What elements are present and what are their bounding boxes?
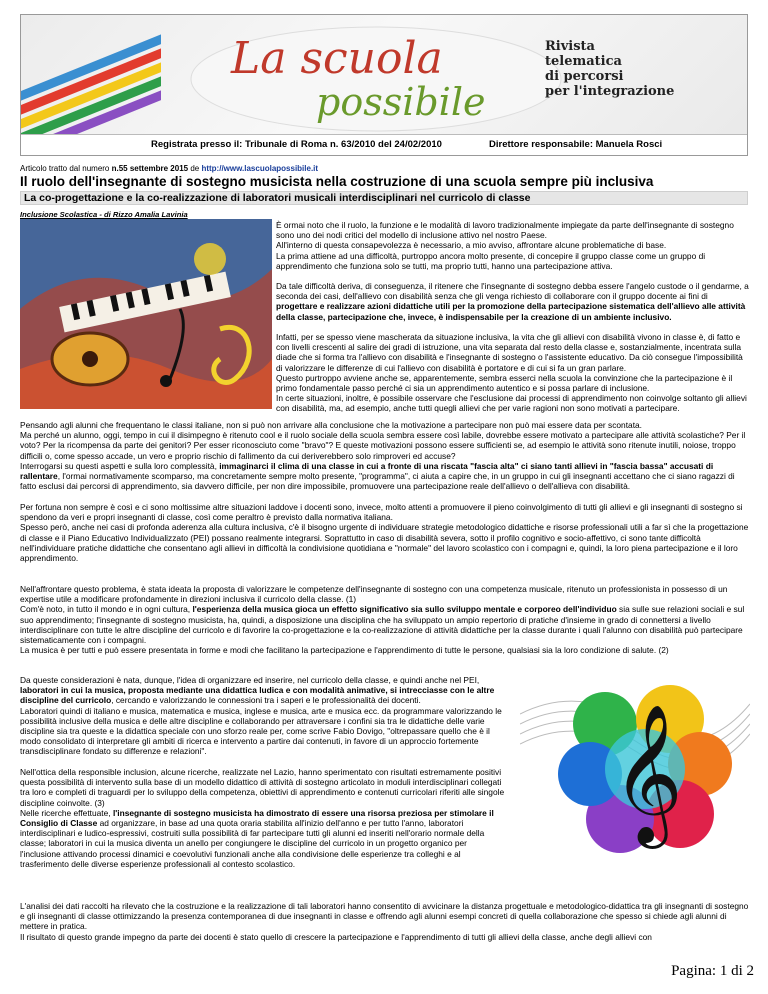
tagline-line: per l'integrazione: [545, 84, 675, 99]
paragraph-1: È ormai noto che il ruolo, la funzione e le modalità di lavoro tradizionalmente impiegate da parte dell'insegnante di sostegno sono uno dei nodi critici del modello di inclusione attivo nel nostro Paese. All'interno di questa consapevolezza è necessario, a mio avviso, affrontare alcune problematiche di base. La prima attiene ad una difficoltà, purtroppo ancora molto presente, di concepire il gruppo classe come un gruppo di apprendimento che funziona solo se tutti, ma proprio tutti, hanno una partecipazione attiva.: [276, 220, 734, 271]
paragraph-4: [20, 420, 750, 491]
issue-number: n.55 settembre 2015: [111, 164, 189, 173]
paragraph-5: Per fortuna non sempre è così e ci sono moltissime altre situazioni laddove i docenti sono, invece, molto attenti a promuovere il pieno coinvolgimento di tutti gli allievi e gli insegnanti di sostegno si spendono da veri e propri insegnanti di classe, così come peraltro è previsto dalla normativa italiana. Spesso però, anche nei casi di profonda aderenza alla cultura inclusiva, c'è il bisogno urgente di individuare strategie metodologico didattiche e risorse professionali utili a far sì che la progettazione di classe e il Piano Educativo Individualizzato (PEI) possano realmente integrarsi. Soprattutto in caso di disabilità severa, sotto il profilo cognitivo e socio-affettivo, ci sono tante difficoltà nell'individuare pratiche didattiche che consentano agli allievi in difficoltà la condivisione quotidiana e "normale" del lavoro scolastico con i compagni e, quindi, la loro piena partecipazione e il loro apprendimento.: [20, 502, 749, 564]
paragraph-8-bold: l'insegnante di sostegno musicista ha dimostrato di essere una risorsa preziosa per stimolare il Consiglio di Classe: [20, 807, 494, 829]
paragraph-4-bold: immaginarci il clima di una classe in cui a fronte di una riscata "fascia alta" ci siano tanti allievi in "fascia bassa" accusati di rallentare: [20, 460, 714, 482]
paragraph-6-text: Nell'affrontare questo problema, è stata ideata la proposta di valorizzare le competenze dell'insegnante di sostegno con una competenza musicale, ritenuto un professionista in possesso di un expertise utile a modificare profondamente in direzioni inclusiva il curricolo della classe. (1) Com'è noto, in tutto il mondo e in ogni cultura,: [20, 584, 728, 615]
paragraph-7-text-end: , cercando e valorizzando le connessioni tra i saperi e le professionalità dei docenti. Laboratori quindi di italiano e musica, matematica e musica, inglese e musica, arte e musica ecc. da programmare valorizzando le possibilità inclusive della musica e delle altre discipline e collaborando per attraversare i confini sia tra le didattiche delle varie discipline sia tra queste e la didattica speciale con uno sforzo reale per, come scrive Fabio Dovigo, "oltrepassare quello che è il modo consolidato di interpretare gli ambiti di ricerca e intervento a partire dai contenuti, in favore di un approccio fortemente transdisciplinare fondato su differenze e relazioni".: [20, 695, 502, 757]
article-subtitle: La co-progettazione e la co-realizzazione di laboratori musicali interdisciplinari nel curricolo di classe: [24, 192, 531, 204]
registration-bar: [21, 134, 747, 155]
article-source: [20, 164, 318, 173]
source-mid: de: [188, 164, 202, 173]
paragraph-4-text: Pensando agli alunni che frequentano le classi italiane, non si può non arrivare alla conclusione che la motivazione a partecipare non può mai essere data per scontata. Ma perché un alunno, oggi, tempo in cui il disimpegno è ritenuto cool e il ruolo sociale della scuola sembra essere così labile, dovrebbe essere motivato a partecipare alle attività scolastiche? Per il voto? Per la ricompensa da parte dei genitori? Per esser riconosciuto come "bravo"? E queste motivazioni possono essere sufficienti se, ad esempio le attività sono ritenute inutili, noiose, troppo difficili o, come spesso accade, un vero e proprio rischio di fallimento da cui deriverebbero solo rimproveri ed accuse? Interrogarsi su questi aspetti e sulla loro complessità,: [20, 420, 746, 471]
pencils-illustration: [21, 15, 161, 141]
page-number: Pagina: 1 di 2: [671, 963, 754, 979]
paragraph-8-text-end: ad organizzare, in base ad una quota oraria stabilita all'inizio dell'anno e per tutto l'anno, laboratori interdisciplinari e ludico-espressivi, costruiti sulla possibilità di far partecipare tutti gli alunni ed inseriti nell'orario normale della classe; laboratori in cui la musica diventa un anello per congiungere le discipline del curricolo in un progetto organico per l'inclusione attivando processi dinamici e coevolutivi funzionali anche alla condivisione delle esperienze tra colleghi e al trasferimento delle diverse esperienze professionali al contesto scolastico.: [20, 818, 485, 869]
treble-clef-paint-splash: [520, 654, 750, 872]
tagline: [545, 39, 674, 99]
paragraph-8-text: Nell'ottica della responsible inclusion, alcune ricerche, realizzate nel Lazio, hanno sperimentato con risultati estremamente positivi questa possibilità di intervento sulla base di un modello didattico di attività di sostegno articolato in moduli interdisciplinari collegati tra loro e completi di traguardi per lo sviluppo della competenza, obiettivi di apprendimento e contenuti curricolari riferiti alle singole discipline coinvolte. (3) Nelle ricerche effettuate,: [20, 767, 505, 818]
logo-line2: possibile: [316, 80, 486, 124]
paragraph-9: L'analisi dei dati raccolti ha rilevato che la costruzione e la realizzazione di tali laboratori hanno consentito di avvicinare la distanza progettuale e metodologico-didattica tra gli insegnanti di sostegno e gli insegnanti di classe ottimizzando la presenza contemporanea di due insegnanti in classe e offrendo agli alunni esempi concreti di quella collaborazione che spesso si chiede agli alunni di mettere in pratica. Il risultato di questo grande impegno da parte dei docenti è stato quello di crescere la partecipazione e l'apprendimento di tutti gli allievi della classe, anche degli allievi con: [20, 901, 749, 942]
paragraph-6: [20, 584, 750, 655]
paragraph-2-text: Da tale difficoltà deriva, di conseguenza, il ritenere che l'insegnante di sostegno debba essere l'angelo custode o il gendarme, a seconda dei casi, dell'allievo con disabilità senza che gli venga richiesto di collaborare con il gruppo docente ai fini di: [276, 281, 749, 302]
paragraph-7: [20, 675, 508, 757]
category-author: Inclusione Scolastica - di Rizzo Amalia Lavinia: [20, 210, 188, 219]
paragraph-2: [276, 281, 750, 322]
paragraph-6-bold: l'esperienza della musica gioca un effetto significativo sia sullo sviluppo mentale e corporeo dell'individuo: [192, 604, 617, 615]
tagline-line: telematica: [545, 54, 622, 69]
masthead-banner: [20, 14, 748, 156]
tagline-line: Rivista: [545, 39, 595, 54]
registration-text: Registrata presso il: Tribunale di Roma n. 63/2010 del 24/02/2010: [151, 139, 442, 150]
tagline-line: di percorsi: [545, 69, 624, 84]
subtitle-bar: [20, 191, 748, 205]
source-prefix: Articolo tratto dal numero: [20, 164, 112, 173]
paragraph-7-text: Da queste considerazioni è nata, dunque, l'idea di organizzare ed inserire, nel curricolo della classe, e quindi anche nel PEI,: [20, 675, 480, 685]
article-title: Il ruolo dell'insegnante di sostegno musicista nella costruzione di una scuola sempre più inclusiva: [20, 174, 654, 189]
paragraph-4-text-end: , l'ormai normativamente scomparso, ma concretamente sempre molto presente, "programma", ci aiuta a capire che, in un gruppo in cui gli insegnanti accettano che ci siano ragazzi di fatto esclusi dai percorsi di apprendimento, sia davvero difficile, per non dire impossibile, promuovere una partecipazione reale dell'allievo o dell'allieva con disabilità.: [20, 471, 735, 492]
music-instruments-painting: [20, 219, 272, 409]
paragraph-7-bold: laboratori in cui la musica, proposta mediante una didattica ludica e con modalità animative, si intrecciasse con le altre discipline del curricolo: [20, 685, 495, 706]
paragraph-2-bold: progettare e realizzare azioni didattiche utili per la promozione della partecipazione sistematica dell'allievo alle attività della classe, partecipazione che, invece, è indispensabile per la creazione di un ambiente inclusivo.: [276, 301, 746, 322]
paragraph-6-text-end: sia sulle sue relazioni sociali e sul suo apprendimento; l'insegnante di sostegno musicista, ha, quindi, a disposizione una disciplina che ha sviluppato un ampio repertorio di pratiche d'insieme in grado di connettersi a livello interdisciplinare con tutte le altre discipline del curricolo e di favorire la co-progettazione e la co-realizzazione di attività didattiche per la classe durante i quali l'alunno con disabilità può partecipare sistematicamente con i compagni. La musica è per tutti e può essere presentata in forme e modi che facilitano la partecipazione e l'apprendimento di tutte le persone, qualsiasi sia la loro condizione di salute. (2): [20, 604, 745, 656]
svg-text:𝄞: 𝄞: [612, 704, 683, 843]
paragraph-8: [20, 767, 508, 869]
source-link[interactable]: http://www.lascuolapossibile.it: [201, 164, 319, 173]
paragraph-3: Infatti, per se spesso viene mascherata da situazione inclusiva, la vita che gli allievi con disabilità vivono in classe è, di fatto e con livelli crescenti al salire dei gradi di istruzione, una vita separata dal resto della classe e, sostanzialmente, incentrata sulla diade che si forma tra l'allievo con disabilità e l'insegnante di sostegno o l'assistente educativo. Da ciò consegue l'impossibilità di valorizzare le differenze di cui l'allievo con disabilità è portatore e di cui si fa un gran parlare. Questo purtroppo avviene anche se, apparentemente, sembra esserci nella scuola la convinzione che la partecipazione è il primo fondamentale passo perché ci sia un apprendimento autentico e si possa parlare di inclusione. In certe situazioni, inoltre, è possibile osservare che l'esclusione dai processi di apprendimento non coinvolge soltanto gli allievi con disabilità, ma, ad esempio, anche tutti quegli allievi che per varie ragioni non sono motivati a partecipare.: [276, 332, 747, 414]
director-text: Direttore responsabile: Manuela Rosci: [489, 139, 663, 150]
logo-line1: La scuola: [231, 33, 443, 84]
